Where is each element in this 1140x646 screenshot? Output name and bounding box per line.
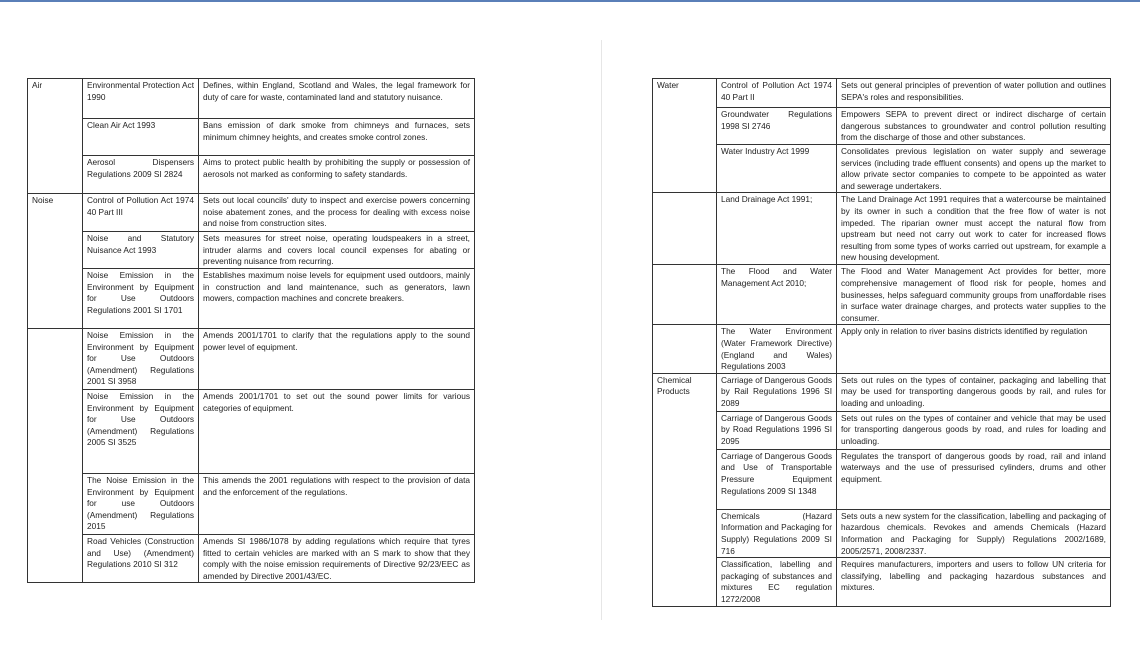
description-cell: The Flood and Water Management Act provides for better, more comprehensive management of flood risk for people, homes and businesses, helps safeguard community groups from unaffordable rises in surface water drainage charges, and protects water supplies to the consumer. <box>837 265 1111 325</box>
description-cell: Sets outs a new system for the classification, labelling and packaging of hazardous chemicals. Revokes and amends Chemicals (Hazard Information and Packaging for Supply) Regulations 2002/1689, 2005/2571, 2008/2337. <box>837 509 1111 557</box>
table-row <box>28 390 475 474</box>
description-cell: Consolidates previous legislation on water supply and sewerage services (including trade effluent consents) and opens up the market to allow private sector companies to compete to be appointed as water and sewerage undertakers. <box>837 145 1111 193</box>
table-row <box>653 325 1111 373</box>
description-cell: Establishes maximum noise levels for equipment used outdoors, mainly in construction and land maintenance, such as generators, lawn mowers, compaction machines and concrete breakers. <box>199 269 475 329</box>
legislation-name-cell: Carriage of Dangerous Goods and Use of Transportable Pressure Equipment Regulations 2009 SI 1348 <box>717 449 837 509</box>
table-row <box>653 373 1111 411</box>
description-cell: Sets out rules on the types of container and vehicle that may be used for transporting dangerous goods by road, and rules for loading and unloading. <box>837 411 1111 449</box>
legislation-name-cell: Noise and Statutory Nuisance Act 1993 <box>83 232 199 269</box>
page-separator <box>601 40 602 620</box>
legislation-name-cell: The Water Environment (Water Framework Directive) (England and Wales) Regulations 2003 <box>717 325 837 373</box>
description-cell: Requires manufacturers, importers and users to follow UN criteria for classifying, labelling and packaging hazardous substances and mixtures. <box>837 558 1111 607</box>
description-cell: Bans emission of dark smoke from chimneys and furnaces, sets minimum chimney heights, and creates smoke control zones. <box>199 119 475 156</box>
table-row <box>28 232 475 269</box>
description-cell: Amends SI 1986/1078 by adding regulations which require that tyres fitted to certain vehicles are marked with an S mark to show that they comply with the noise emission requirements of Directive 92/23/EEC as amended by Directive 2001/43/EC. <box>199 535 475 583</box>
description-cell: Aims to protect public health by prohibiting the supply or possession of aerosols not marked as conforming to safety standards. <box>199 156 475 194</box>
description-cell: Regulates the transport of dangerous goods by road, rail and inland waterways and the use of pressurised cylinders, drums and other equipment. <box>837 449 1111 509</box>
window-top-border <box>0 0 1140 2</box>
legislation-name-cell: Control of Pollution Act 1974 40 Part II <box>717 79 837 108</box>
legislation-name-cell: Noise Emission in the Environment by Equipment for Use Outdoors (Amendment) Regulations 2001 SI 3958 <box>83 329 199 390</box>
legislation-name-cell: Groundwater Regulations 1998 SI 2746 <box>717 108 837 145</box>
legislation-name-cell: Water Industry Act 1999 <box>717 145 837 193</box>
legislation-name-cell: Clean Air Act 1993 <box>83 119 199 156</box>
description-cell: Amends 2001/1701 to clarify that the regulations apply to the sound power level of equipment. <box>199 329 475 390</box>
legislation-name-cell: The Flood and Water Management Act 2010; <box>717 265 837 325</box>
table-row <box>653 145 1111 193</box>
description-cell: Apply only in relation to river basins districts identified by regulation <box>837 325 1111 373</box>
table-row <box>28 535 475 583</box>
legislation-name-cell: Noise Emission in the Environment by Equipment for Use Outdoors (Amendment) Regulations 2005 SI 3525 <box>83 390 199 474</box>
legislation-name-cell: Classification, labelling and packaging of substances and mixtures EC regulation 1272/2008 <box>717 558 837 607</box>
table-row <box>653 411 1111 449</box>
legislation-name-cell: Road Vehicles (Construction and Use) (Amendment) Regulations 2010 SI 312 <box>83 535 199 583</box>
category-cell: Air <box>28 79 83 194</box>
table-row <box>28 329 475 390</box>
category-cell <box>653 265 717 325</box>
description-cell: Sets out local councils' duty to inspect and exercise powers concerning noise abatement zones, and the process for dealing with excess noise and noise from construction sites. <box>199 194 475 232</box>
description-cell: Sets measures for street noise, operating loudspeakers in a street, intruder alarms and covers local council expenses for abating or preventing nuisance from recurring. <box>199 232 475 269</box>
category-cell <box>653 325 717 373</box>
legislation-name-cell: Chemicals (Hazard Information and Packaging for Supply) Regulations 2009 SI 716 <box>717 509 837 557</box>
description-cell: Sets out general principles of prevention of water pollution and outlines SEPA's roles and responsibilities. <box>837 79 1111 108</box>
table-row <box>28 156 475 194</box>
table-row <box>28 269 475 329</box>
legislation-name-cell: Land Drainage Act 1991; <box>717 193 837 265</box>
table-row <box>653 193 1111 265</box>
table-row <box>28 474 475 535</box>
description-cell: Empowers SEPA to prevent direct or indirect discharge of certain dangerous substances to groundwater and control pollution resulting from the discharge of those and other substances. <box>837 108 1111 145</box>
legislation-name-cell: Aerosol Dispensers Regulations 2009 SI 2824 <box>83 156 199 194</box>
category-cell <box>653 193 717 265</box>
legislation-name-cell: The Noise Emission in the Environment by Equipment for use Outdoors (Amendment) Regulations 2015 <box>83 474 199 535</box>
description-cell: Sets out rules on the types of container, packaging and labelling that may be used for transporting dangerous goods by rail, and rules for loading and unloading. <box>837 373 1111 411</box>
category-cell <box>28 329 83 583</box>
description-cell: The Land Drainage Act 1991 requires that a watercourse be maintained by its owner in such a condition that the free flow of water is not impeded. The riparian owner must accept the natural flow from upstream but need not carry out work to cater for increased flows resulting from some types of works carried out upstream, for example a new housing development. <box>837 193 1111 265</box>
description-cell: This amends the 2001 regulations with respect to the provision of data and the enforcement of the regulations. <box>199 474 475 535</box>
table-row <box>28 194 475 232</box>
legislation-name-cell: Carriage of Dangerous Goods by Rail Regulations 1996 SI 2089 <box>717 373 837 411</box>
table-row <box>653 108 1111 145</box>
table-row <box>653 509 1111 557</box>
category-cell: Water <box>653 79 717 193</box>
category-cell: Chemical Products <box>653 373 717 606</box>
category-cell: Noise <box>28 194 83 329</box>
legislation-name-cell: Environmental Protection Act 1990 <box>83 79 199 119</box>
legislation-table-left <box>27 78 475 583</box>
table-row <box>653 265 1111 325</box>
table-row <box>28 79 475 119</box>
table-row <box>653 79 1111 108</box>
legislation-name-cell: Control of Pollution Act 1974 40 Part III <box>83 194 199 232</box>
table-row <box>28 119 475 156</box>
legislation-name-cell: Noise Emission in the Environment by Equipment for Use Outdoors Regulations 2001 SI 1701 <box>83 269 199 329</box>
description-cell: Amends 2001/1701 to set out the sound power limits for various categories of equipment. <box>199 390 475 474</box>
legislation-name-cell: Carriage of Dangerous Goods by Road Regulations 1996 SI 2095 <box>717 411 837 449</box>
description-cell: Defines, within England, Scotland and Wales, the legal framework for duty of care for waste, contaminated land and statutory nuisance. <box>199 79 475 119</box>
table-row <box>653 558 1111 607</box>
table-row <box>653 449 1111 509</box>
legislation-table-right <box>652 78 1111 607</box>
